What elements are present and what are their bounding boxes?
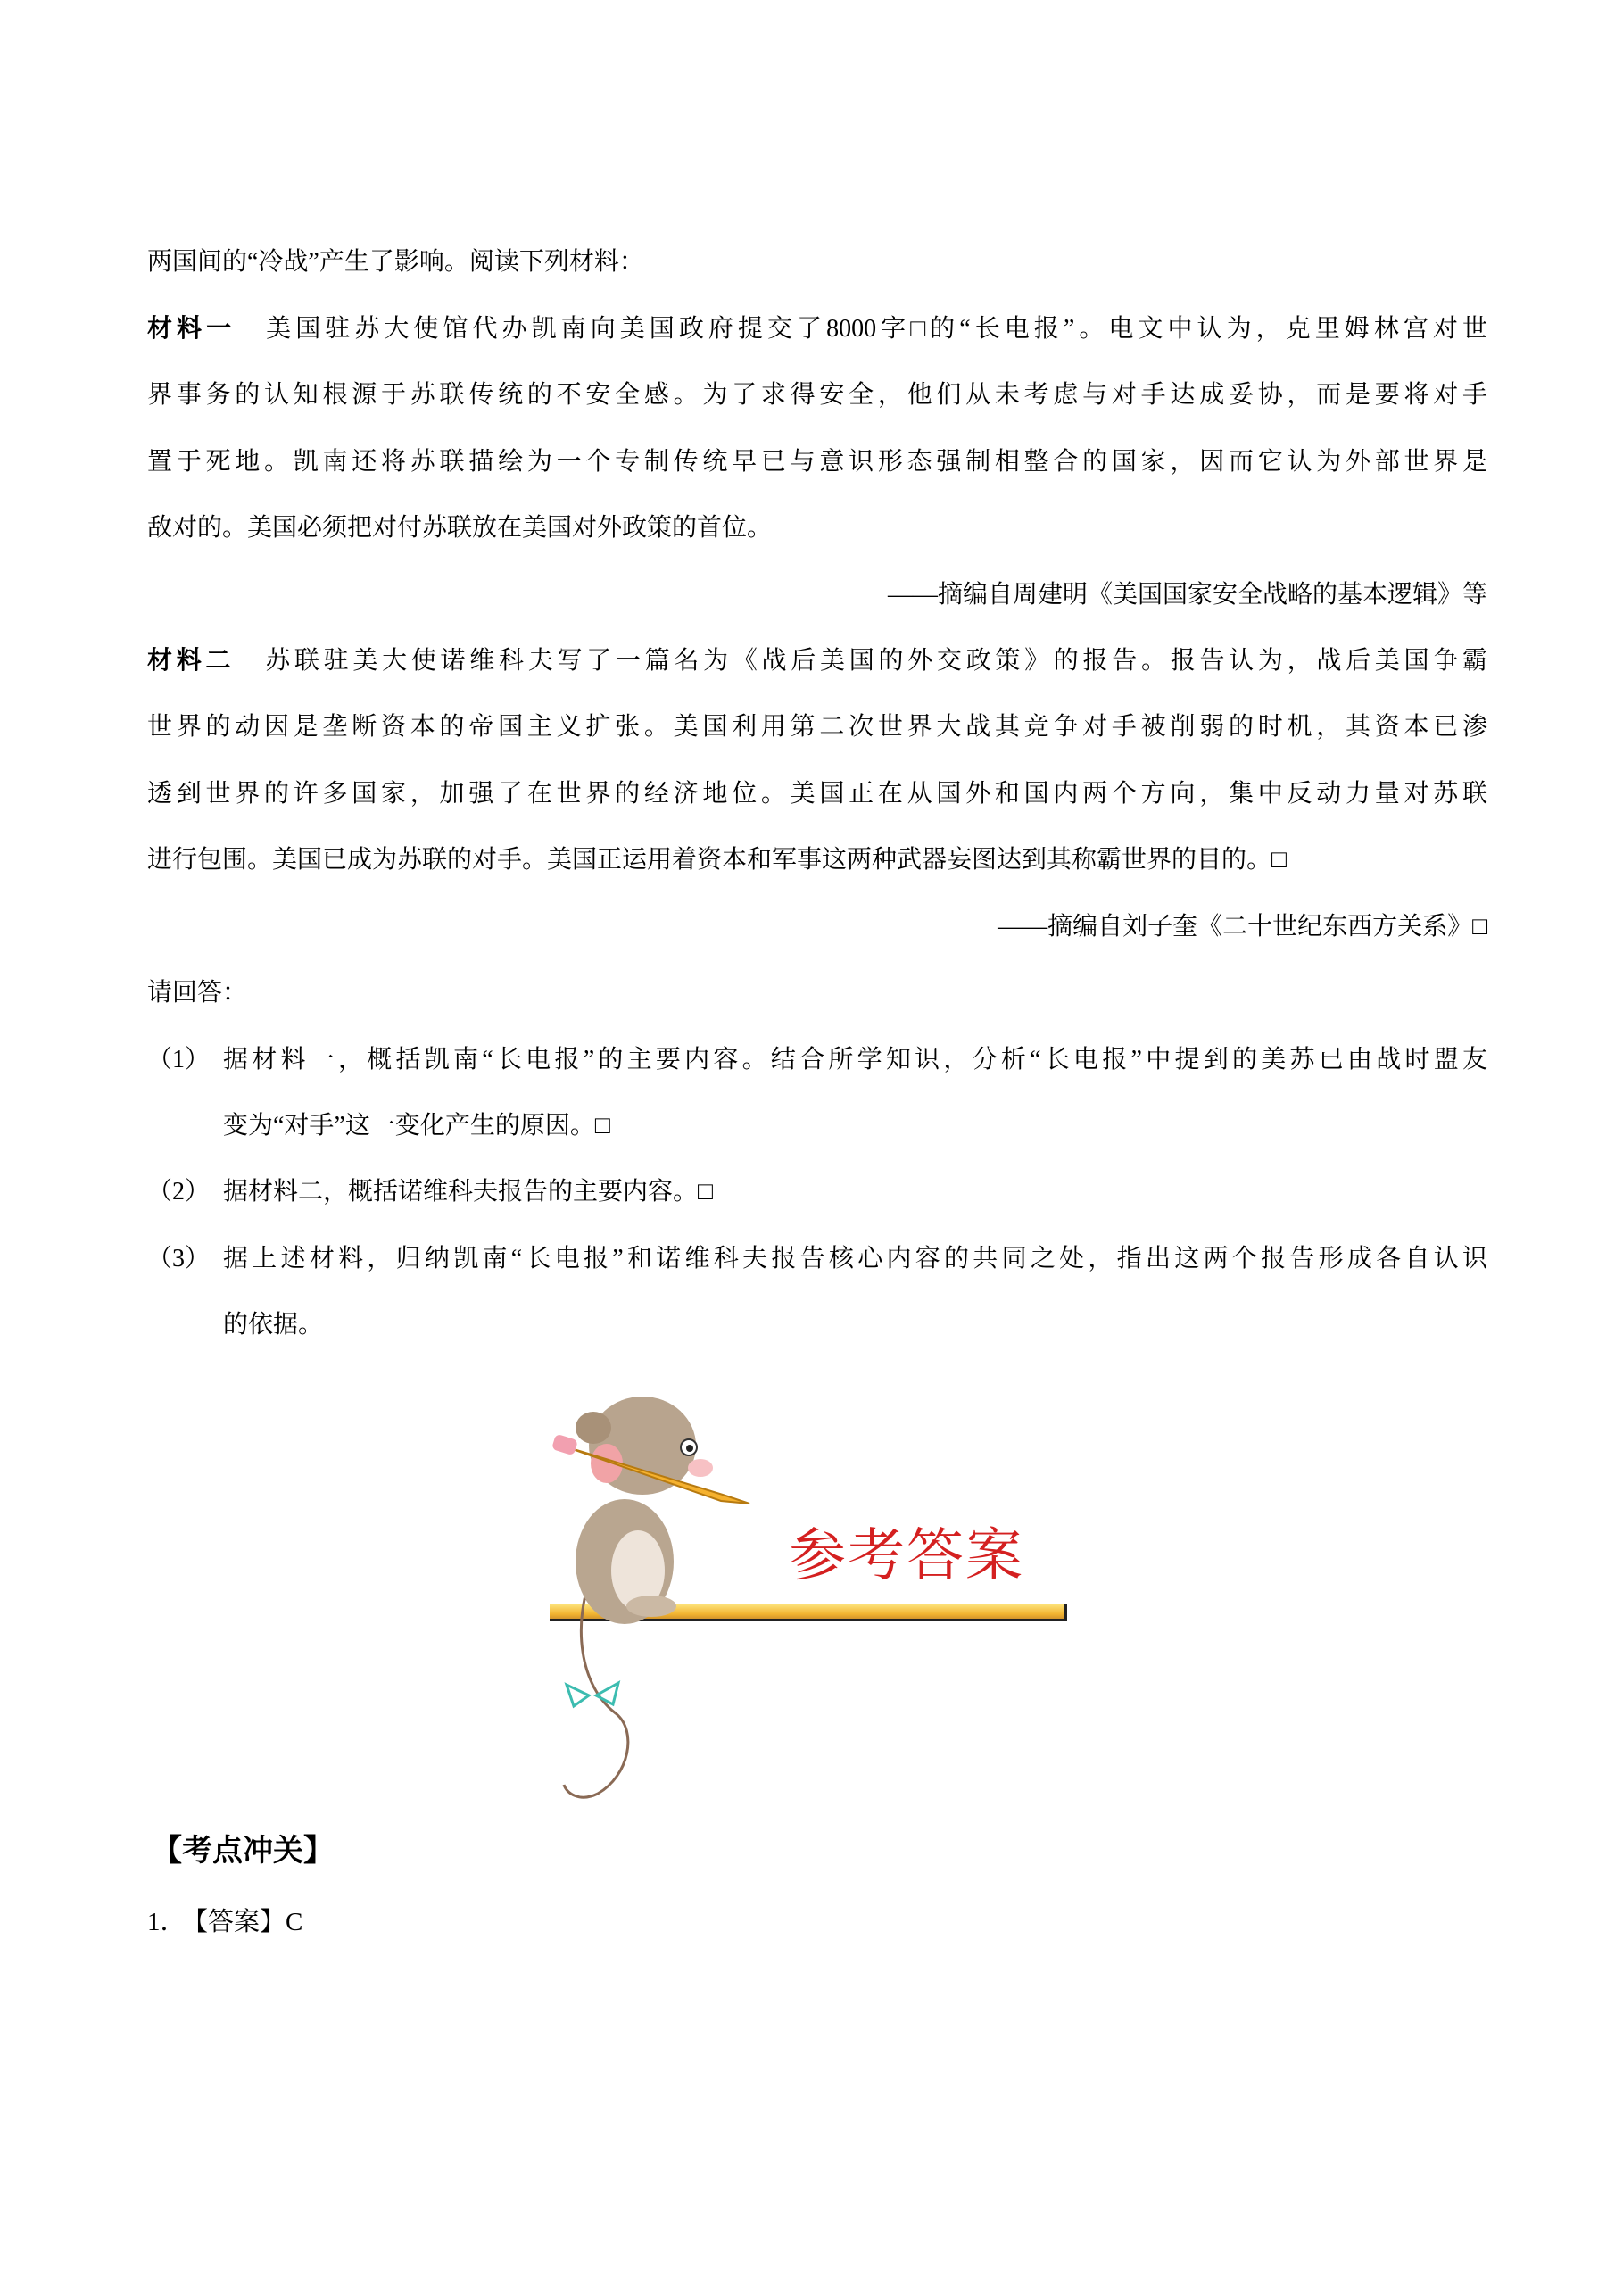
question-text: 据上述材料，归纳凯南“长电报”和诺维科夫报告核心内容的共同之处，指出这两个报告形成各自认识 <box>223 1245 1487 1272</box>
intro-text: 两国间的“冷战”产生了影响。阅读下列材料： <box>147 248 644 276</box>
material-1-line: 界事务的认知根源于苏联传统的不安全感。为了求得安全，他们从未考虑与对手达成妥协，而是要将对手 <box>147 381 1487 409</box>
question-line <box>147 1241 1487 1277</box>
material-2-line: 透到世界的许多国家，加强了在世界的经济地位。美国正在从国外和国内两个方向，集中反动力量对苏联 <box>147 780 1487 808</box>
answer-value: C <box>286 1908 303 1936</box>
question-line <box>147 1042 1487 1078</box>
question-number: （1） <box>147 1046 211 1073</box>
material-1-label: 材料一 <box>147 315 236 343</box>
material-2-text: 苏联驻美大使诺维科夫写了一篇名为《战后美国的外交政策》的报告。报告认为，战后美国争霸 <box>265 647 1487 675</box>
material-2-label: 材料二 <box>147 647 236 675</box>
answer-banner-title: 参考答案 <box>789 1523 1024 1589</box>
material-2-line: 世界的动因是垄断资本的帝国主义扩张。美国利用第二次世界大战其竞争对手被削弱的时机，其资本已渗 <box>147 713 1487 741</box>
question-text: 据材料二，概括诺维科夫报告的主要内容。□ <box>223 1178 713 1206</box>
material-2-line: 进行包围。美国已成为苏联的对手。美国正运用着资本和军事这两种武器妄图达到其称霸世界的目的。□ <box>147 846 1287 874</box>
mouse-icon <box>551 1397 749 1797</box>
question-line <box>147 1174 1487 1210</box>
material-2-source: ——摘编自刘子奎《二十世纪东西方关系》□ <box>998 913 1487 941</box>
mouse-illustration <box>544 1392 1080 1820</box>
section-title: 【考点冲关】 <box>152 1833 334 1869</box>
answer-label: 【答案】 <box>195 1908 286 1936</box>
question-line: 变为“对手”这一变化产生的原因。□ <box>223 1112 610 1140</box>
question-number: （3） <box>147 1245 211 1272</box>
material-1-text: 美国驻苏大使馆代办凯南向美国政府提交了8000字□的“长电报”。电文中认为，克里姆林宫对世 <box>266 315 1487 343</box>
answer-1 <box>147 1905 302 1939</box>
material-1-line: 置于死地。凯南还将苏联描绘为一个专制传统早已与意识形态强制相整合的国家，因而它认为外部世界是 <box>147 448 1487 476</box>
question-line: 的依据。 <box>223 1311 324 1339</box>
material-1-line: 敌对的。美国必须把对付苏联放在美国对外政策的首位。 <box>147 514 773 542</box>
material-1-source: ——摘编自周建明《美国国家安全战略的基本逻辑》等 <box>887 581 1487 609</box>
material-2-line <box>147 643 1487 679</box>
question-text: 据材料一，概括凯南“长电报”的主要内容。结合所学知识，分析“长电报”中提到的美苏已由战时盟友 <box>223 1046 1487 1073</box>
prompt-text: 请回答： <box>147 979 248 1007</box>
question-number: （2） <box>147 1178 211 1206</box>
material-1-line <box>147 311 1487 347</box>
answer-number: 1． <box>147 1908 186 1936</box>
